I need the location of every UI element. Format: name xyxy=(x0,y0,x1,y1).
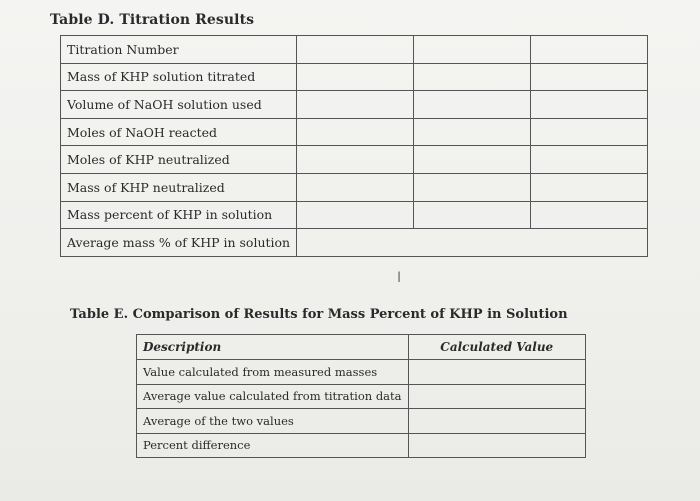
trial-1-cell[interactable] xyxy=(297,201,414,229)
column-header-calculated-value: Calculated Value xyxy=(408,335,585,360)
table-row xyxy=(61,173,648,201)
trial-3-cell[interactable] xyxy=(531,91,648,119)
row-label: Titration Number xyxy=(61,36,297,64)
trial-2-cell[interactable] xyxy=(414,173,531,201)
row-label: Mass of KHP solution titrated xyxy=(61,63,297,91)
trial-1-cell[interactable] xyxy=(297,173,414,201)
titration-results-table xyxy=(60,35,648,257)
calculated-value-cell[interactable] xyxy=(408,360,585,385)
text-cursor-icon: I xyxy=(397,270,402,286)
calculated-value-cell[interactable] xyxy=(408,384,585,409)
trial-3-cell[interactable] xyxy=(531,173,648,201)
row-label: Value calculated from measured masses xyxy=(137,360,409,385)
row-label: Average mass % of KHP in solution xyxy=(61,229,297,257)
table-row xyxy=(61,63,648,91)
row-label: Moles of KHP neutralized xyxy=(61,146,297,174)
table-row xyxy=(137,360,586,385)
calculated-value-cell[interactable] xyxy=(408,433,585,458)
trial-1-cell[interactable] xyxy=(297,146,414,174)
trial-2-cell[interactable] xyxy=(414,201,531,229)
table-row xyxy=(137,409,586,434)
trial-2-cell[interactable] xyxy=(414,146,531,174)
table-row xyxy=(61,229,648,257)
trial-1-cell[interactable] xyxy=(297,36,414,64)
table-d-title: Table D. Titration Results xyxy=(50,12,255,28)
table-row xyxy=(61,36,648,64)
calculated-value-cell[interactable] xyxy=(408,409,585,434)
trial-3-cell[interactable] xyxy=(531,118,648,146)
trial-3-cell[interactable] xyxy=(531,201,648,229)
trial-2-cell[interactable] xyxy=(414,63,531,91)
trial-2-cell[interactable] xyxy=(414,36,531,64)
row-label: Average value calculated from titration data xyxy=(137,384,409,409)
column-header-description: Description xyxy=(137,335,409,360)
table-header-row xyxy=(137,335,586,360)
table-row xyxy=(61,118,648,146)
table-row xyxy=(137,384,586,409)
trial-2-cell[interactable] xyxy=(414,91,531,119)
table-row xyxy=(61,91,648,119)
table-row xyxy=(137,433,586,458)
trial-3-cell[interactable] xyxy=(531,63,648,91)
trial-2-cell[interactable] xyxy=(414,118,531,146)
row-label: Percent difference xyxy=(137,433,409,458)
average-cell[interactable] xyxy=(297,229,648,257)
row-label: Mass percent of KHP in solution xyxy=(61,201,297,229)
trial-3-cell[interactable] xyxy=(531,146,648,174)
trial-1-cell[interactable] xyxy=(297,63,414,91)
table-e-title: Table E. Comparison of Results for Mass Percent of KHP in Solution xyxy=(70,307,568,322)
trial-1-cell[interactable] xyxy=(297,91,414,119)
trial-3-cell[interactable] xyxy=(531,36,648,64)
row-label: Moles of NaOH reacted xyxy=(61,118,297,146)
trial-1-cell[interactable] xyxy=(297,118,414,146)
table-row xyxy=(61,146,648,174)
comparison-table xyxy=(136,334,586,458)
table-row xyxy=(61,201,648,229)
row-label: Average of the two values xyxy=(137,409,409,434)
row-label: Volume of NaOH solution used xyxy=(61,91,297,119)
row-label: Mass of KHP neutralized xyxy=(61,173,297,201)
